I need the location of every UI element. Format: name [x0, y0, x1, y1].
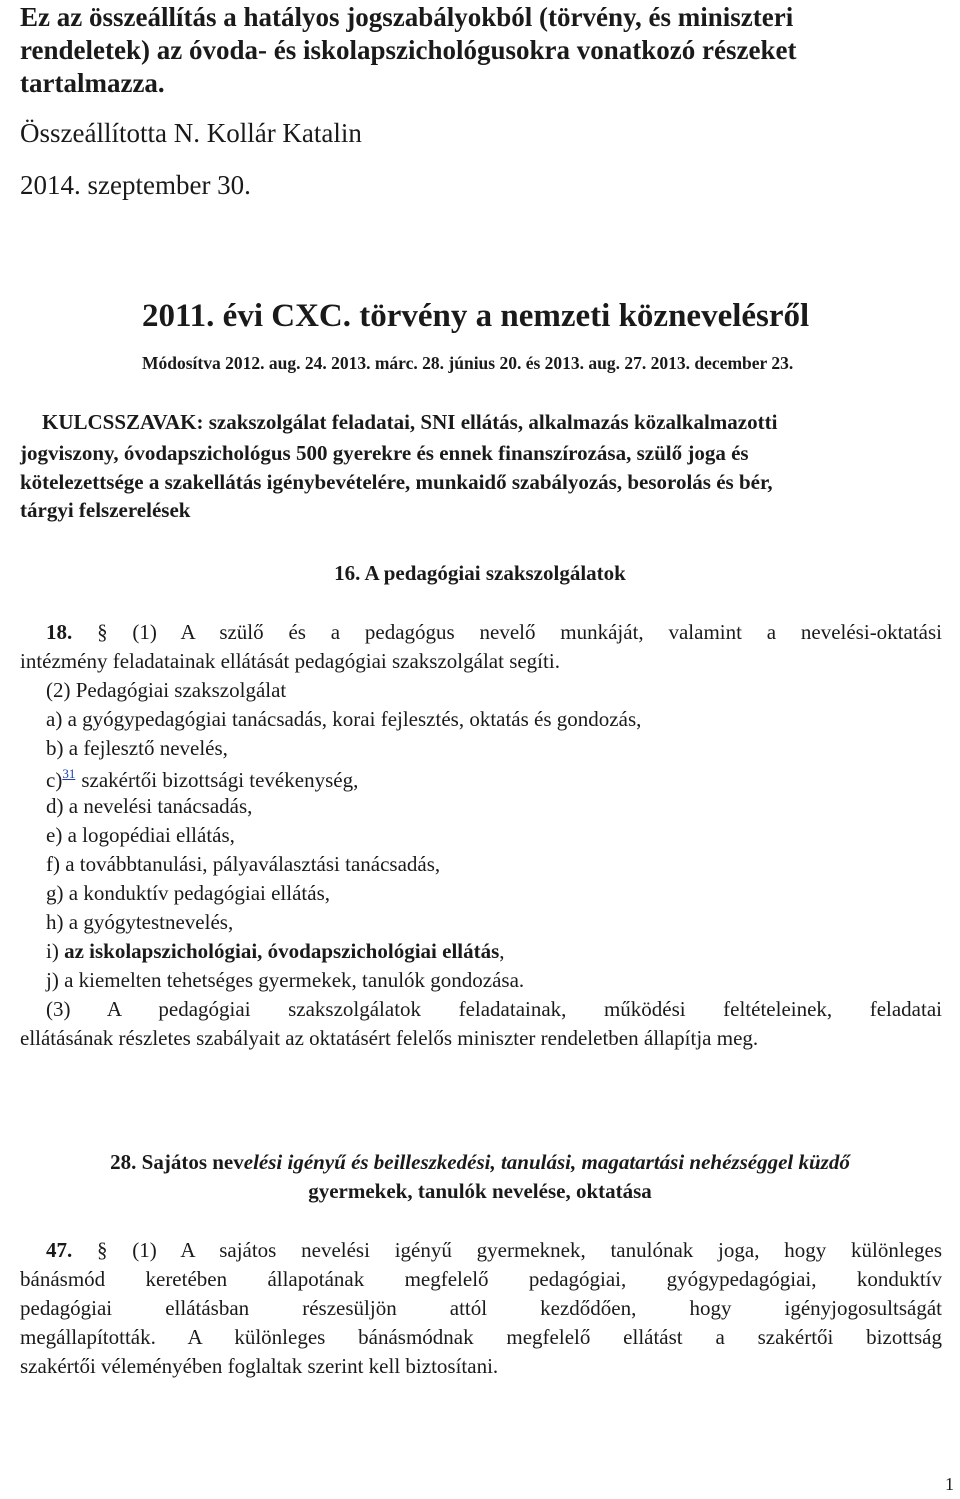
date-line: 2014. szeptember 30.: [20, 170, 251, 200]
section-18-paragraph-3-line-2: ellátásának részletes szabályait az oktatásért felelős miniszter rendeletben állapítja meg.: [20, 1026, 759, 1050]
intro-line-2: rendeletek) az óvoda- és iskolapszichológusokra vonatkozó részeket: [20, 35, 797, 65]
section-28-heading-bold: 28. Sajátos nev: [110, 1150, 244, 1174]
section-47-number: 47.: [46, 1238, 73, 1262]
section-18-paragraph-1-line-1: [46, 622, 942, 643]
list-item-i: [46, 941, 505, 962]
page-number: 1: [945, 1474, 954, 1494]
section-18-number: 18.: [46, 620, 73, 644]
section-28-heading-italic: elési igényű és beilleszkedési, tanulási, magatartási nehézséggel küzdő: [243, 1150, 850, 1174]
section-47-line-2: bánásmód keretében állapotának megfelelő pedagógiai, gyógypedagógiai, konduktív: [20, 1267, 942, 1291]
keywords-line-4: tárgyi felszerelések: [20, 498, 191, 522]
section-mark-icon: §: [97, 620, 108, 644]
section-28-heading-line-1: [0, 1152, 960, 1173]
section-18-paragraph-3-line-1: (3) A pedagógiai szakszolgálatok feladatainak, működési feltételeinek, feladatai: [46, 997, 942, 1021]
list-item-c-prefix: c): [46, 768, 63, 792]
list-item-e: e) a logopédiai ellátás,: [46, 823, 235, 847]
list-item-c-text: szakértői bizottsági tevékenység,: [81, 768, 359, 792]
keywords-line-2: jogviszony, óvodapszichológus 500 gyerekre és ennek finanszírozása, szülő joga és: [20, 441, 749, 465]
section-28-heading-line-2: gyermekek, tanulók nevelése, oktatása: [308, 1179, 652, 1203]
intro-line-1: Ez az összeállítás a hatályos jogszabályokból (törvény, és miniszteri: [20, 2, 794, 32]
section-47-line-1: [46, 1240, 942, 1261]
section-47-line-5: szakértői véleményében foglaltak szerint kell biztosítani.: [20, 1354, 499, 1378]
section-47-line-3: pedagógiai ellátásban részesüljön attól kezdődően, hogy igényjogosultságát: [20, 1296, 942, 1320]
law-title: 2011. évi CXC. törvény a nemzeti köznevelésről: [142, 298, 810, 334]
intro-line-3: tartalmazza.: [20, 68, 165, 98]
section-18-p1-text: (1) A szülő és a pedagógus nevelő munkáját, valamint a nevelési-oktatási: [107, 620, 943, 644]
list-item-j: j) a kiemelten tehetséges gyermekek, tanulók gondozása.: [46, 968, 525, 992]
list-item-f: f) a továbbtanulási, pályaválasztási tanácsadás,: [46, 852, 441, 876]
section-16-heading: 16. A pedagógiai szakszolgálatok: [334, 561, 626, 585]
section-mark-icon: §: [97, 1238, 108, 1262]
section-18-paragraph-1-line-2: intézmény feladatainak ellátását pedagógiai szakszolgálat segíti.: [20, 649, 560, 673]
list-item-h: h) a gyógytestnevelés,: [46, 910, 234, 934]
section-47-line-1-text: (1) A sajátos nevelési igényű gyermeknek, tanulónak joga, hogy különleges: [107, 1238, 943, 1262]
list-item-d: d) a nevelési tanácsadás,: [46, 794, 253, 818]
section-47-line-4: megállapították. A különleges bánásmódnak megfelelő ellátást a szakértői bizottság: [20, 1325, 942, 1349]
section-18-paragraph-2: (2) Pedagógiai szakszolgálat: [46, 678, 287, 702]
list-item-i-bold-text: az iskolapszichológiai, óvodapszichológiai ellátás: [64, 939, 500, 963]
compiler-line: Összeállította N. Kollár Katalin: [20, 118, 362, 148]
list-item-i-suffix: ,: [499, 939, 505, 963]
keywords-line-1: KULCSSZAVAK: szakszolgálat feladatai, SNI ellátás, alkalmazás közalkalmazotti: [42, 410, 778, 434]
list-item-a: a) a gyógypedagógiai tanácsadás, korai fejlesztés, oktatás és gondozás,: [46, 707, 642, 731]
list-item-i-prefix: i): [46, 939, 65, 963]
list-item-b: b) a fejlesztő nevelés,: [46, 736, 228, 760]
list-item-g: g) a konduktív pedagógiai ellátás,: [46, 881, 331, 905]
footnote-31-link[interactable]: 31: [62, 766, 76, 781]
amendment-dates: Módosítva 2012. aug. 24. 2013. márc. 28. június 20. és 2013. aug. 27. 2013. december 23.: [142, 353, 794, 373]
list-item-c: [46, 767, 358, 791]
keywords-line-3: kötelezettsége a szakellátás igénybevételére, munkaidő szabályozás, besorolás és bér,: [20, 470, 773, 494]
